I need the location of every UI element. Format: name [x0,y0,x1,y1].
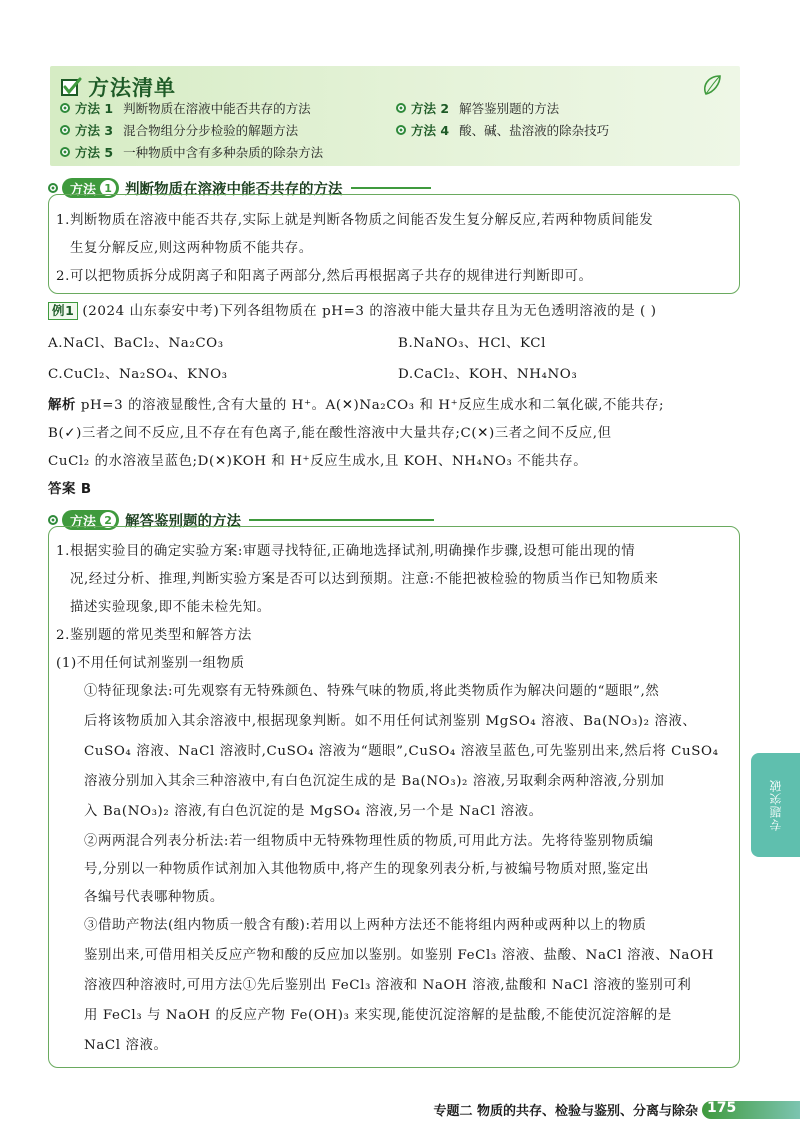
section-1-title: 判断物质在溶液中能否共存的方法 [125,181,343,198]
section-2-line-6: ①特征现象法:可先观察有无特殊颜色、特殊气味的物质,将此类物质作为解决问题的“题眼”,然 [84,684,660,699]
bullet-icon [396,103,406,113]
option-b: B.NaNO₃、HCl、KCl [398,336,547,351]
footer-chapter-title: 专题二 物质的共存、检验与鉴别、分离与除杂 [433,1104,698,1119]
answer-value: B [80,482,92,497]
analysis-line-1: 解析 pH=3 的溶液显酸性,含有大量的 H⁺。A(✕)Na₂CO₃ 和 H⁺反应生成水和二氧化碳,不能共存; [48,398,665,413]
analysis-line-3: CuCl₂ 的水溶液呈蓝色;D(✕)KOH 和 H⁺反应生成水,且 KOH、NH₄NO₃ 不能共存。 [48,454,588,469]
section-1-line-1: 1.判断物质在溶液中能否共存,实际上就是判断各物质之间能否发生复分解反应,若两种物质间能发 [56,213,654,228]
banner-title [60,74,176,100]
section-2-line-5: (1)不用任何试剂鉴别一组物质 [56,656,245,671]
section-2-line-1: 1.根据实验目的确定实验方案:审题寻找特征,正确地选择试剂,明确操作步骤,设想可能出现的情 [56,544,636,559]
divider [249,519,434,521]
section-2-line-13: 各编号代表哪种物质。 [84,890,224,905]
checkbox-check-icon [60,76,82,98]
section-1-line-2: 生复分解反应,则这两种物质不能共存。 [70,241,313,256]
bullet-icon [48,515,58,525]
example-1-question: 例1 (2024 山东泰安中考)下列各组物质在 pH=3 的溶液中能大量共存且为无色透明溶液的是 ( ) [48,298,657,326]
section-2-title: 解答鉴别题的方法 [125,513,242,530]
analysis-line-2: B(✓)三者之间不反应,且不存在有色离子,能在酸性溶液中大量共存;C(✕)三者之间不反应,但 [48,426,612,441]
option-c: C.CuCl₂、Na₂SO₄、KNO₃ [48,367,228,382]
section-1-line-3: 2.可以把物质拆分成阴离子和阳离子两部分,然后再根据离子共存的规律进行判断即可。 [56,269,593,284]
section-2-line-7: 后将该物质加入其余溶液中,根据现象判断。如不用任何试剂鉴别 MgSO₄ 溶液、Ba(NO₃)₂ 溶液、 [84,714,697,729]
section-2-line-11: ②两两混合列表分析法:若一组物质中无特殊物理性质的物质,可用此方法。先将待鉴别物质编 [84,834,654,849]
section-1-pill: 方法 1 [62,178,119,198]
method-item-4: 方法 4 酸、碱、盐溶液的除杂技巧 [396,121,609,139]
answer-label: 答案 [48,482,76,497]
section-2-line-3: 描述实验现象,即不能未检先知。 [70,600,271,615]
bullet-icon [60,147,70,157]
bullet-icon [60,103,70,113]
example-tag: 例1 [48,302,78,320]
side-tab [751,753,800,857]
section-2-pill: 方法 2 [62,510,119,530]
section-2-line-8: CuSO₄ 溶液、NaCl 溶液时,CuSO₄ 溶液为“题眼”,CuSO₄ 溶液呈蓝色,可先鉴别出来,然后将 CuSO₄ [84,744,719,759]
bullet-icon [48,183,58,193]
side-tab-label: 专题突破 [769,779,783,831]
option-a: A.NaCl、BaCl₂、Na₂CO₃ [48,336,224,351]
section-2-line-10: 入 Ba(NO₃)₂ 溶液,有白色沉淀的是 MgSO₄ 溶液,另一个是 NaCl 溶液。 [84,804,543,819]
bullet-icon [60,125,70,135]
method-item-3: 方法 3 混合物组分分步检验的解题方法 [60,121,298,139]
banner-title-text: 方法清单 [88,76,176,100]
section-2-line-16: 溶液四种溶液时,可用方法①先后鉴别出 FeCl₃ 溶液和 NaOH 溶液,盐酸和 NaCl 溶液的鉴别可利 [84,978,692,993]
section-2-line-14: ③借助产物法(组内物质一般含有酸):若用以上两种方法还不能将组内两种或两种以上的物质 [84,918,647,933]
section-2-line-18: NaCl 溶液。 [84,1038,168,1053]
method-item-1: 方法 1 判断物质在溶液中能否共存的方法 [60,99,311,117]
section-2-line-2: 况,经过分析、推理,判断实验方案是否可以达到预期。注意:不能把被检验的物质当作已知物质来 [70,572,659,587]
bullet-icon [396,125,406,135]
section-2-line-17: 用 FeCl₃ 与 NaOH 的反应产物 Fe(OH)₃ 来实现,能使沉淀溶解的是盐酸,不能使沉淀溶解的是 [84,1008,672,1023]
method-list-banner [50,66,740,166]
page-number: 175 [707,1100,737,1116]
leaf-swirl-icon [700,72,726,98]
method-item-2: 方法 2 解答鉴别题的方法 [396,99,559,117]
section-2-line-4: 2.鉴别题的常见类型和解答方法 [56,628,252,643]
page-footer [0,1096,800,1126]
divider [351,187,431,189]
section-2-line-9: 溶液分别加入其余三种溶液中,有白色沉淀生成的是 Ba(NO₃)₂ 溶液,另取剩余两种溶液,分别加 [84,774,665,789]
option-d: D.CaCl₂、KOH、NH₄NO₃ [398,367,578,382]
section-2-line-12: 号,分别以一种物质作试剂加入其他物质中,将产生的现象列表分析,与被编号物质对照,鉴定出 [84,862,650,877]
analysis-label: 解析 [48,398,76,413]
section-2-line-15: 鉴别出来,可借用相关反应产物和酸的反应加以鉴别。如鉴别 FeCl₃ 溶液、盐酸、NaCl 溶液、NaOH [84,948,714,963]
method-item-5: 方法 5 一种物质中含有多种杂质的除杂方法 [60,143,323,161]
answer-line [48,476,92,504]
